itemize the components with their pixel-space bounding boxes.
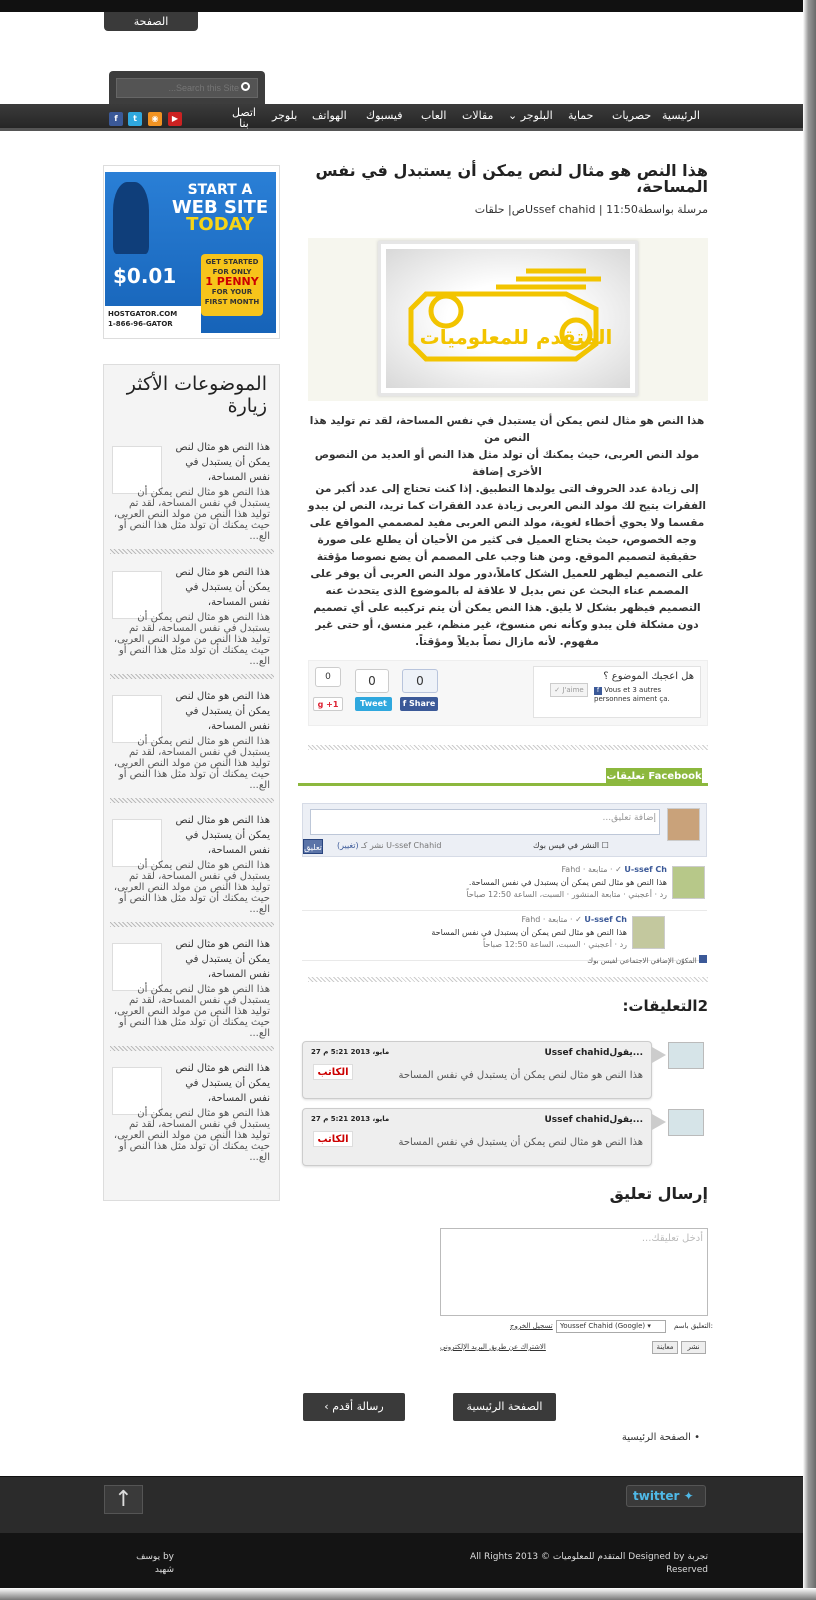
popular-post-title[interactable]: هذا النص هو مثال لنص يمكن أن يستبدل في نفس المساحة، bbox=[175, 939, 270, 980]
share-box bbox=[308, 660, 708, 726]
ad-offer-line: FOR ONLY bbox=[212, 268, 252, 276]
youtube-icon[interactable]: ▶ bbox=[168, 112, 182, 126]
publish-button[interactable]: نشر bbox=[681, 1341, 706, 1354]
featured-image bbox=[308, 238, 708, 401]
fb-posting-as-text: نشر كـ U-ssef Chahid bbox=[361, 841, 442, 850]
popular-post-title[interactable]: هذا النص هو مثال لنص يمكن أن يستبدل في نفس المساحة، bbox=[175, 691, 270, 732]
fb-posting-as bbox=[337, 841, 441, 850]
chevron-down-icon: ▾ bbox=[647, 1322, 651, 1330]
comment-arrow bbox=[652, 1047, 666, 1063]
separator bbox=[110, 1046, 274, 1051]
comment-as-label: التعليق باسم: bbox=[674, 1322, 714, 1330]
separator bbox=[308, 977, 708, 982]
nav-item-blogger[interactable]: بلوجر bbox=[272, 109, 298, 122]
comment-author[interactable]: Ussef chahidيقول... bbox=[544, 1048, 643, 1058]
hostgator-ad[interactable] bbox=[103, 165, 280, 339]
separator bbox=[110, 549, 274, 554]
ad-offer-line: FIRST MONTH bbox=[204, 298, 260, 306]
comment-author[interactable]: Ussef chahidيقول... bbox=[544, 1115, 643, 1125]
ad-phone: 1-866-96-GATOR bbox=[108, 320, 173, 328]
popular-post-excerpt: هذا النص هو مثال لنص يمكن أن يستبدل في نفس المساحة، لقد تم توليد هذا النص من مولد النص العربى، حيث يمكنك أن تولد مثل هذا النص أو الع... bbox=[113, 736, 270, 791]
fb-comment-actions: رد · أعجبني · السبت، الساعة 12:50 صباحاً bbox=[482, 940, 627, 949]
avatar bbox=[667, 808, 700, 841]
subscribe-link[interactable]: الاشتراك عن طريق البريد الإلكتروني bbox=[440, 1343, 546, 1351]
fb-comment-input[interactable]: إضافة تعليق... bbox=[310, 809, 660, 835]
like-button-label: J'aime bbox=[562, 686, 584, 694]
search-input[interactable] bbox=[116, 78, 258, 98]
comment-date[interactable]: 27 مايو، 2013 5:21 م bbox=[311, 1048, 390, 1056]
fb-comment bbox=[302, 913, 707, 961]
avatar bbox=[672, 866, 705, 899]
footer-credit[interactable]: by يوسف شهيد bbox=[136, 1552, 174, 1575]
popular-post-title[interactable]: هذا النص هو مثال لنص يمكن أن يستبدل في نفس المساحة، bbox=[175, 442, 270, 483]
search-box bbox=[109, 71, 265, 105]
facebook-share-button[interactable]: f Share bbox=[400, 697, 438, 711]
fb-comment-author[interactable]: U-ssef Ch bbox=[624, 865, 667, 874]
nav-item-facebook[interactable]: فيسبوك bbox=[366, 109, 403, 122]
separator bbox=[308, 745, 708, 750]
identity-select[interactable] bbox=[556, 1320, 666, 1333]
post-paragraph: هذا النص هو مثال لنص يمكن أن يستبدل في نفس المساحة، لقد تم توليد هذا النص من bbox=[309, 415, 705, 444]
fb-comment-header bbox=[561, 865, 667, 874]
nav-item-games[interactable]: العاب bbox=[421, 109, 447, 122]
tweet-label: Tweet bbox=[360, 699, 387, 708]
comment-arrow bbox=[652, 1114, 666, 1130]
popular-post[interactable] bbox=[110, 934, 274, 1054]
separator bbox=[110, 674, 274, 679]
identity-select-value: Youssef Chahid (Google) bbox=[560, 1322, 646, 1330]
nav-item-articles[interactable]: مقالات bbox=[462, 109, 494, 122]
page-tab[interactable]: الصفحة bbox=[104, 12, 198, 31]
comment-date[interactable]: 27 مايو، 2013 5:21 م bbox=[311, 1115, 390, 1123]
logo-graphic bbox=[386, 249, 630, 388]
like-button[interactable]: ✓ J'aime bbox=[550, 683, 588, 697]
fb-compose bbox=[302, 803, 707, 857]
nav-item-security[interactable]: حماية bbox=[568, 109, 594, 122]
ad-offer-line: FOR YOUR bbox=[211, 288, 253, 296]
fb-post-checkbox[interactable]: ☐ النشر في فيس بوك bbox=[533, 841, 609, 850]
share-label: Share bbox=[409, 699, 436, 708]
nav-item-label: البلوجر bbox=[520, 109, 553, 122]
popular-post-title[interactable]: هذا النص هو مثال لنص يمكن أن يستبدل في نفس المساحة، bbox=[175, 1063, 270, 1104]
gplus-label: +1 bbox=[326, 700, 339, 709]
fb-comment-follow: ✓ · متابعة · Fahd bbox=[561, 865, 622, 874]
comments-count-title: 2التعليقات: bbox=[622, 997, 708, 1015]
preview-button[interactable]: معاينة bbox=[652, 1341, 678, 1354]
fb-comment-author[interactable]: U-ssef Ch bbox=[584, 915, 627, 924]
popular-post-title[interactable]: هذا النص هو مثال لنص يمكن أن يستبدل في نفس المساحة، bbox=[175, 567, 270, 608]
nav-item-phones[interactable]: الهواتف bbox=[312, 109, 347, 122]
popular-post[interactable] bbox=[110, 810, 274, 930]
gplus-button[interactable]: g +1 bbox=[313, 697, 343, 711]
older-post-button[interactable] bbox=[303, 1393, 405, 1421]
fb-change-link[interactable]: (تغيير) bbox=[337, 841, 359, 850]
gplus-count: 0 bbox=[315, 667, 341, 687]
like-question: هل اعجبك الموضوع ؟ bbox=[603, 671, 694, 682]
facebook-share-count: 0 bbox=[402, 669, 438, 693]
arrow-up-icon: ↑ bbox=[114, 1487, 133, 1512]
twitter-bird-icon: ✦ bbox=[683, 1489, 694, 1503]
ad-line2: WEB SITE bbox=[171, 197, 269, 218]
tweet-button[interactable] bbox=[355, 697, 392, 711]
facebook-icon[interactable]: f bbox=[109, 112, 123, 126]
popular-post[interactable] bbox=[110, 686, 274, 806]
back-to-top-button[interactable] bbox=[104, 1485, 143, 1514]
separator bbox=[110, 922, 274, 927]
popular-post-excerpt: هذا النص هو مثال لنص يمكن أن يستبدل في نفس المساحة، لقد تم توليد هذا النص من مولد النص العربى، حيث يمكنك أن تولد مثل هذا النص أو الع... bbox=[113, 860, 270, 915]
chevron-down-icon: ⌄ bbox=[508, 109, 521, 122]
twitter-label: twitter bbox=[633, 1489, 680, 1503]
page-shadow bbox=[0, 1588, 816, 1600]
twitter-follow-button[interactable] bbox=[626, 1485, 706, 1507]
nav-item-exclusives[interactable]: حصريات bbox=[612, 109, 652, 122]
main-nav bbox=[0, 104, 803, 131]
like-count-text: Vous et 3 autres personnes aiment ça. bbox=[594, 686, 670, 703]
facebook-icon: f bbox=[594, 687, 602, 695]
fb-comment-text: هذا النص هو مثال لنص يمكن أن يستبدل في نفس المساحة bbox=[431, 928, 627, 937]
fb-plugin-text: المكوّن الإضافي الاجتماعي لفيس بوك bbox=[587, 957, 697, 965]
ad-line3: TODAY bbox=[186, 214, 254, 235]
facebook-icon bbox=[699, 955, 707, 963]
gator-mascot bbox=[113, 182, 149, 254]
ad-headline bbox=[167, 182, 273, 233]
popular-post[interactable] bbox=[110, 437, 274, 557]
fb-comments-tab[interactable]: تعليقات Facebook bbox=[606, 768, 702, 785]
page-shadow bbox=[803, 0, 816, 1600]
separator bbox=[110, 798, 274, 803]
popular-post-title[interactable]: هذا النص هو مثال لنص يمكن أن يستبدل في نفس المساحة، bbox=[175, 815, 270, 856]
popular-post-excerpt: هذا النص هو مثال لنص يمكن أن يستبدل في نفس المساحة، لقد تم توليد هذا النص من مولد النص العربى، حيث يمكنك أن تولد مثل هذا النص أو الع... bbox=[113, 1108, 270, 1163]
comment-text: هذا النص هو مثال لنص يمكن أن يستبدل في نفس المساحة bbox=[398, 1070, 643, 1081]
comment-textarea[interactable]: أدخل تعليقك... bbox=[440, 1228, 708, 1316]
avatar bbox=[668, 1109, 704, 1136]
nav-item-home[interactable]: الرئيسية bbox=[662, 109, 700, 122]
popular-posts-widget bbox=[103, 364, 280, 1201]
rss-icon[interactable]: ◉ bbox=[148, 112, 162, 126]
logo-text: المتقدم للمعلوميات bbox=[419, 325, 613, 349]
top-bar bbox=[0, 0, 816, 12]
fb-comment-follow: ✓ · متابعة · Fahd bbox=[521, 915, 582, 924]
footer-top bbox=[0, 1476, 803, 1533]
facebook-comments-plugin bbox=[302, 803, 707, 973]
older-post-label: رسالة أقدم bbox=[332, 1400, 384, 1413]
popular-post-excerpt: هذا النص هو مثال لنص يمكن أن يستبدل في نفس المساحة، لقد تم توليد هذا النص من مولد النص العربى، حيث يمكنك أن تولد مثل هذا النص أو الع... bbox=[113, 984, 270, 1039]
fb-comment-actions: رد · أعجبني · متابعة المنشور · السبت، الساعة 12:50 صباحاً bbox=[466, 890, 667, 899]
popular-post[interactable] bbox=[110, 1058, 274, 1178]
post-meta: مرسلة بواسطةUssef chahid | 11:50ص| حلقات bbox=[474, 203, 708, 216]
ad-offer-line: GET STARTED bbox=[205, 258, 259, 266]
popular-post[interactable] bbox=[110, 562, 274, 682]
popular-posts-title: الموضوعات الأكثر زيارة bbox=[126, 373, 267, 417]
fb-comment-text: هذا النص هو مثال لنص يمكن أن يستبدل في نفس المساحة. bbox=[468, 878, 667, 887]
ad-footer bbox=[105, 306, 201, 333]
ad-offer-line: 1 PENNY bbox=[205, 275, 259, 288]
ad-price: $0.01 bbox=[113, 264, 177, 288]
fb-comment bbox=[302, 863, 707, 911]
footer-bottom bbox=[0, 1533, 803, 1588]
popular-post-excerpt: هذا النص هو مثال لنص يمكن أن يستبدل في نفس المساحة، لقد تم توليد هذا النص من مولد النص العربى، حيث يمكنك أن تولد مثل هذا النص أو الع... bbox=[113, 487, 270, 542]
fb-submit-button[interactable]: تعليق bbox=[303, 839, 323, 854]
post-paragraph: مولد النص العربى، حيث يمكنك أن تولد مثل هذا النص أو العديد من النصوص الأخرى إضافة bbox=[314, 449, 700, 478]
fb-post-label: النشر في فيس بوك bbox=[533, 841, 600, 850]
ad-brand: HOSTGATOR.COM bbox=[108, 310, 178, 318]
popular-post-excerpt: هذا النص هو مثال لنص يمكن أن يستبدل في نفس المساحة، لقد تم توليد هذا النص من مولد النص العربى، حيث يمكنك أن تولد مثل هذا النص أو الع... bbox=[113, 612, 270, 667]
copyright: تجربة Designed by المتقدم للمعلوميات All Rights 2013 © Reserved bbox=[469, 1552, 708, 1575]
ad-offer bbox=[201, 254, 263, 316]
featured-image-frame bbox=[378, 241, 638, 396]
author-badge: الكاتب bbox=[313, 1064, 353, 1080]
sign-out-link[interactable]: تسجيل الخروج bbox=[510, 1322, 553, 1330]
twitter-icon[interactable]: t bbox=[128, 112, 142, 126]
comment-text: هذا النص هو مثال لنص يمكن أن يستبدل في نفس المساحة bbox=[398, 1137, 643, 1148]
fb-plugin-label[interactable] bbox=[587, 955, 707, 965]
post-comment-title: إرسال تعليق bbox=[609, 1184, 708, 1203]
chevron-left-icon: ‹ bbox=[324, 1400, 333, 1413]
tweet-count: 0 bbox=[355, 669, 389, 693]
home-button[interactable]: الصفحة الرئيسية bbox=[453, 1393, 556, 1421]
avatar bbox=[668, 1042, 704, 1069]
search-icon[interactable] bbox=[241, 82, 250, 91]
post-paragraph: إلى زيادة عدد الحروف التى يولدها التطبيق. إذا كنت تحتاج إلى عدد أكبر من الفقرات يتيح لك مولد النص العربى زيادة عدد الفقرات كما تريد، النص لن يبدو مقسما ولا يحوي أخطاء لغوية، مولد النص العربى مفيد لمصممي المواقع على وجه الخصوص، حيث يحتاج العميل فى كثير من الأحيان أن يطلع على صورة حقيقية لتصميم الموقع. ومن هنا وجب على المصمم أن يضع نصوصا مؤقتة على التصميم ليظهر للعميل الشكل كاملاً،دور مولد النص العربى أن يوفر على المصمم عناء البحث عن نص بديل لا علاقة له بالموضوع الذى يتحدث عنه التصميم فيظهر بشكل لا يليق. هذا النص يمكن أن يتم تركيبه على أي تصميم دون مشكلة فلن يبدو وكأنه نص منسوخ، غير منظم، غير منسق، أو حتى غير مفهوم. لأنه مازال نصاً بديلاً ومؤقتاً. bbox=[308, 483, 706, 648]
home-link-label: الصفحة الرئيسية bbox=[621, 1432, 691, 1443]
home-link[interactable]: • الصفحة الرئيسية bbox=[621, 1432, 700, 1443]
fb-comment-header bbox=[521, 915, 627, 924]
ad-line1: START A bbox=[187, 182, 253, 198]
comment bbox=[302, 1108, 652, 1166]
facebook-like-box bbox=[533, 666, 701, 718]
comment bbox=[302, 1041, 652, 1099]
post-body bbox=[306, 413, 708, 651]
like-text bbox=[594, 686, 694, 704]
featured-logo bbox=[386, 249, 630, 388]
nav-item-contact[interactable]: اتصل بنا bbox=[232, 106, 256, 130]
nav-item-blogger-dropdown[interactable] bbox=[508, 109, 553, 123]
author-badge: الكاتب bbox=[313, 1131, 353, 1147]
avatar bbox=[632, 916, 665, 949]
post-title[interactable]: هذا النص هو مثال لنص يمكن أن يستبدل في نفس المساحة، bbox=[315, 161, 708, 196]
ad-banner[interactable] bbox=[105, 172, 276, 333]
